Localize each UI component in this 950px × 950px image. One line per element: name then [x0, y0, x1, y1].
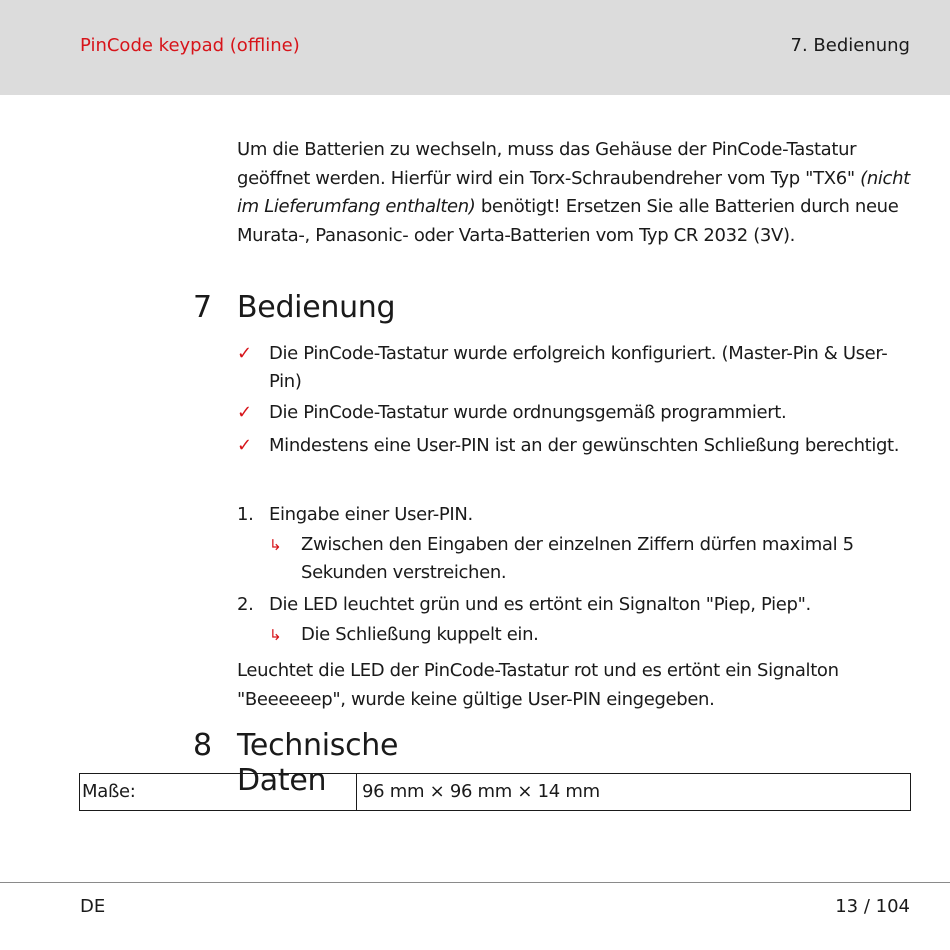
intro-paragraph: Um die Batterien zu wechseln, muss das Gehäuse der PinCode-Tastatur geöffnet werden. Hierfür wird ein Torx-Schraubendreher vom Typ "TX6" (nicht im Lieferumfang enthalten) benötigt! Ersetzen Sie alle Batterien durch neue Murata-, Panasonic- oder Varta-Batterien vom Typ CR 2032 (3V).: [237, 139, 910, 246]
intro-italic: (nicht im Lieferumfang enthalten): [237, 167, 910, 217]
result-arrow-icon: ↳: [269, 536, 282, 554]
footer-divider: [0, 882, 950, 883]
step-number: 2.: [237, 594, 254, 615]
prerequisite-item: ✓ Die PinCode-Tastatur wurde ordnungsgemäß programmiert.: [237, 399, 917, 427]
check-icon: ✓: [237, 402, 252, 423]
table-value: 96 mm × 96 mm × 14 mm: [362, 781, 600, 802]
table-divider: [356, 774, 357, 810]
section-7-number: 7: [193, 290, 212, 325]
check-icon: ✓: [237, 343, 252, 364]
led-note-paragraph: Leuchtet die LED der PinCode-Tastatur rot und es ertönt ein Signalton "Beeeeeep", wurde keine gültige User-PIN eingegeben.: [237, 660, 839, 710]
step-item: 2. Die LED leuchtet grün und es ertönt ein Signalton "Piep, Piep".: [237, 591, 917, 619]
header-product-title: PinCode keypad (offline): [80, 35, 300, 56]
tech-data-table: [79, 773, 911, 811]
check-icon: ✓: [237, 435, 252, 456]
section-7-title: Bedienung: [237, 290, 396, 325]
prerequisite-item: ✓ Die PinCode-Tastatur wurde erfolgreich konfiguriert. (Master-Pin & User-Pin): [237, 340, 917, 396]
step-item: 1. Eingabe einer User-PIN.: [237, 501, 917, 529]
footer-page-number: 13 / 104: [835, 896, 910, 917]
footer-language: DE: [80, 896, 106, 917]
step-result: ↳ Zwischen den Eingaben der einzelnen Ziffern dürfen maximal 5 Sekunden verstreichen.: [269, 531, 919, 587]
page-header: [0, 0, 950, 95]
header-chapter: 7. Bedienung: [790, 35, 910, 56]
result-arrow-icon: ↳: [269, 626, 282, 644]
section-8-number: 8: [193, 728, 212, 763]
step-number: 1.: [237, 504, 254, 525]
step-result: ↳ Die Schließung kuppelt ein.: [269, 621, 919, 649]
section-8-title: Technische Daten: [237, 728, 399, 798]
table-key: Maße:: [82, 781, 136, 802]
prerequisite-item: ✓ Mindestens eine User-PIN ist an der gewünschten Schließung berechtigt.: [237, 432, 917, 460]
